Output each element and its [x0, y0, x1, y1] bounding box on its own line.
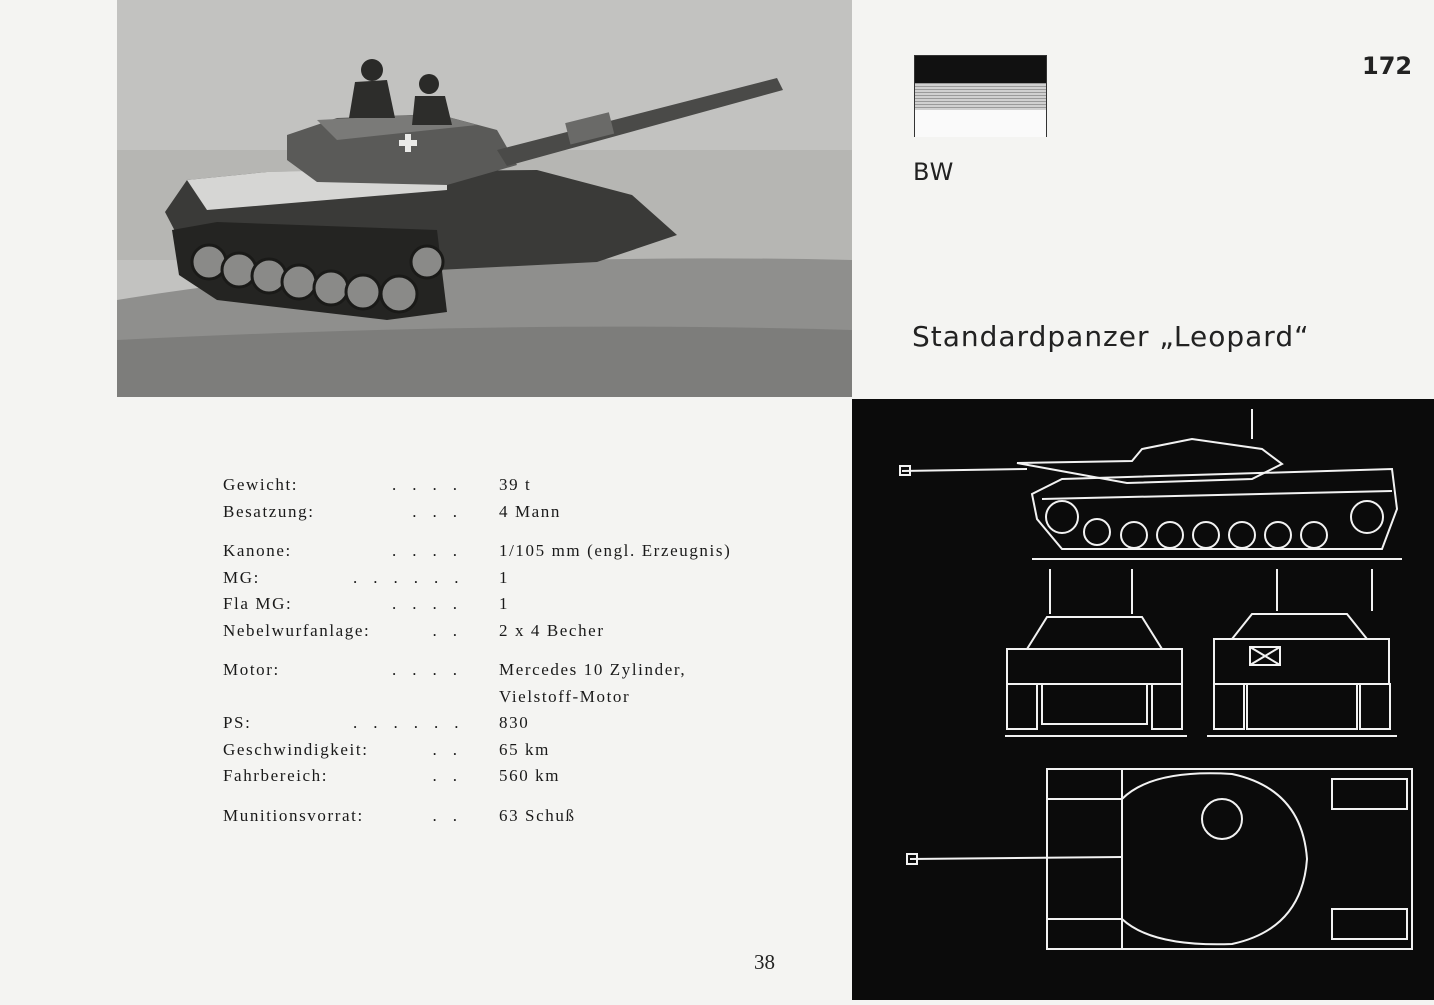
spec-value: 1/105 mm (engl. Erzeugnis) — [499, 541, 732, 560]
flag-stripe-bottom — [915, 110, 1046, 137]
leader-dots: ...... — [353, 567, 475, 587]
flag-stripe-top — [915, 56, 1046, 83]
spec-value: 65 km — [499, 739, 550, 759]
vehicle-title: Standardpanzer „Leopard“ — [912, 320, 1310, 353]
entry-number: 172 — [1362, 52, 1413, 80]
spec-label: Gewicht: — [223, 475, 299, 494]
spec-value: 63 Schuß — [499, 805, 576, 825]
page-number: 38 — [754, 950, 775, 974]
rear-view — [1207, 569, 1397, 736]
spec-label: Fahrbereich: — [223, 766, 329, 785]
tank-photo — [117, 0, 852, 397]
leader-dots: ...... — [353, 713, 475, 732]
spec-label: Fla MG: — [223, 594, 293, 613]
spec-label: Nebelwurfanlage: — [223, 620, 371, 640]
flag-stripe-middle — [915, 83, 1046, 110]
spec-label: PS: — [223, 713, 252, 732]
leader-dots: .... — [392, 541, 473, 560]
leader-dots: .. — [432, 766, 473, 785]
spec-value: 1 — [499, 567, 510, 587]
spec-value: 830 — [499, 713, 530, 732]
spec-value: 39 t — [499, 475, 532, 494]
spec-label: Besatzung: — [223, 501, 315, 521]
side-view — [900, 409, 1402, 559]
spec-value: 560 km — [499, 766, 561, 785]
flag-icon — [914, 55, 1047, 137]
leader-dots: .. — [432, 739, 473, 759]
spec-label: Motor: — [223, 660, 280, 679]
leader-dots: .. — [432, 805, 473, 825]
top-view — [907, 769, 1412, 949]
spec-label: Kanone: — [223, 541, 292, 560]
spec-value: 1 — [499, 594, 510, 613]
spec-label: Geschwindigkeit: — [223, 739, 369, 759]
spec-value: 4 Mann — [499, 501, 562, 521]
country-code: BW — [913, 158, 955, 186]
leader-dots: .. — [432, 620, 473, 640]
spec-label: MG: — [223, 567, 260, 587]
leader-dots: .... — [392, 660, 473, 679]
leader-dots: .... — [392, 594, 473, 613]
front-view — [1005, 569, 1187, 736]
spec-value: Vielstoff-Motor — [499, 686, 631, 706]
spec-label: Munitionsvorrat: — [223, 805, 364, 825]
leader-dots: .... — [392, 475, 473, 494]
spec-value: Mercedes 10 Zylinder, — [499, 660, 687, 679]
technical-drawing — [852, 399, 1434, 1000]
spec-value: 2 x 4 Becher — [499, 620, 605, 640]
leader-dots: ... — [412, 501, 473, 521]
